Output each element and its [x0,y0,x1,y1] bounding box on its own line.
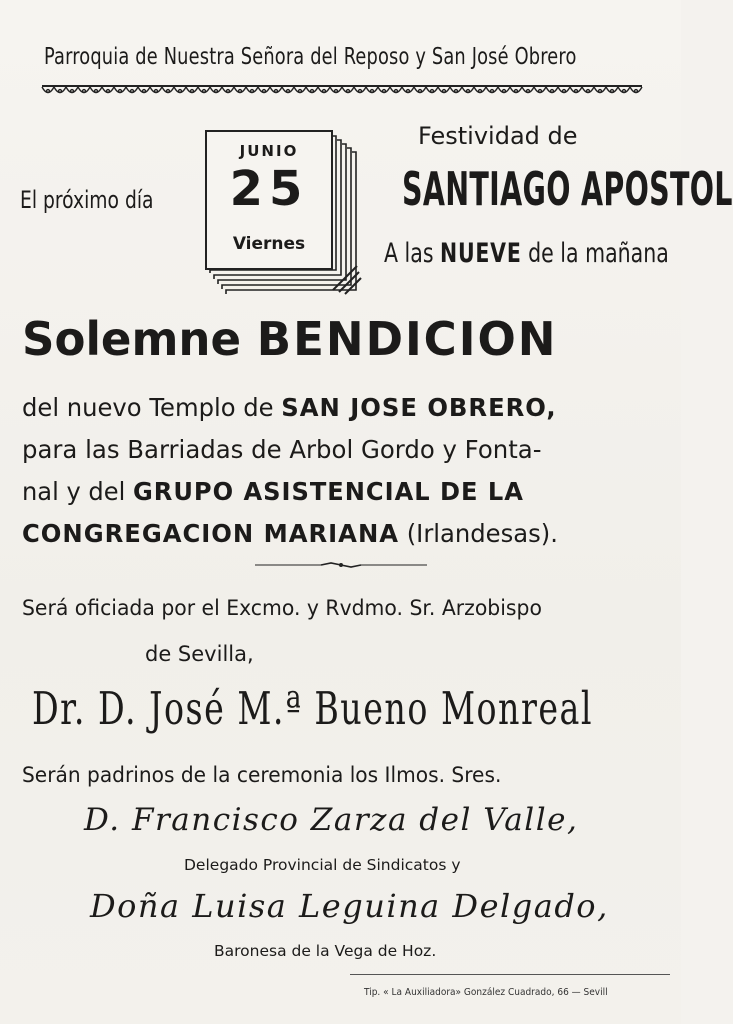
date-intro: El próximo día [20,186,154,214]
feast-label: Festividad de [418,122,578,150]
feast-time [384,238,669,269]
sponsor-1-name: D. Francisco Zarza del Valle, [84,802,579,838]
sponsor-2-name: Doña Luisa Leguina Delgado, [90,887,609,925]
body-text: nal y del [22,477,133,506]
parish-header: Parroquia de Nuestra Señora del Reposo y San José Obrero [44,44,577,70]
title-bendicion: BENDICION [256,312,558,366]
calendar-month: JUNIO [239,142,299,160]
officiant-name: Dr. D. José M.ª Bueno Monreal [32,682,594,735]
sponsor-2-role: Baronesa de la Vega de Hoz. [214,942,437,960]
sponsors-intro: Serán padrinos de la ceremonia los Ilmos. Sres. [22,763,502,787]
feast-time-hour: NUEVE [440,238,522,269]
officiant-see: de Sevilla, [145,642,254,666]
body-text: del nuevo Templo de [22,393,282,422]
calendar-block [205,130,365,296]
sponsor-1-role: Delegado Provincial de Sindicatos y [184,856,461,874]
divider-ornament [255,560,427,570]
feast-time-prefix: A las [384,238,441,269]
calendar-page [205,130,333,270]
lace-border-ornament [42,84,642,100]
calendar-weekday: Viernes [232,234,306,254]
main-title [22,312,557,366]
body-line-2: para las Barriadas de Arbol Gordo y Fonta- [22,435,542,464]
calendar-day: 25 [229,161,309,217]
feast-name: SANTIAGO APOSTOL [402,162,733,216]
body-line-1 [22,393,557,422]
footer-rule [350,974,670,975]
body-line-3 [22,477,524,506]
body-line-4 [22,519,558,548]
body-text-caps: SAN JOSE OBRERO, [281,393,557,422]
feast-time-suffix: de la mañana [521,238,669,269]
title-solemne: Solemne [22,312,257,366]
officiant-intro: Será oficiada por el Excmo. y Rvdmo. Sr. Arzobispo [22,596,542,620]
body-text-caps: GRUPO ASISTENCIAL DE LA [132,477,524,506]
body-text-caps: CONGREGACION MARIANA [22,519,400,548]
body-text: (Irlandesas). [399,519,558,548]
printer-imprint: Tip. « La Auxiliadora» González Cuadrado, 66 — Sevill [364,987,608,998]
